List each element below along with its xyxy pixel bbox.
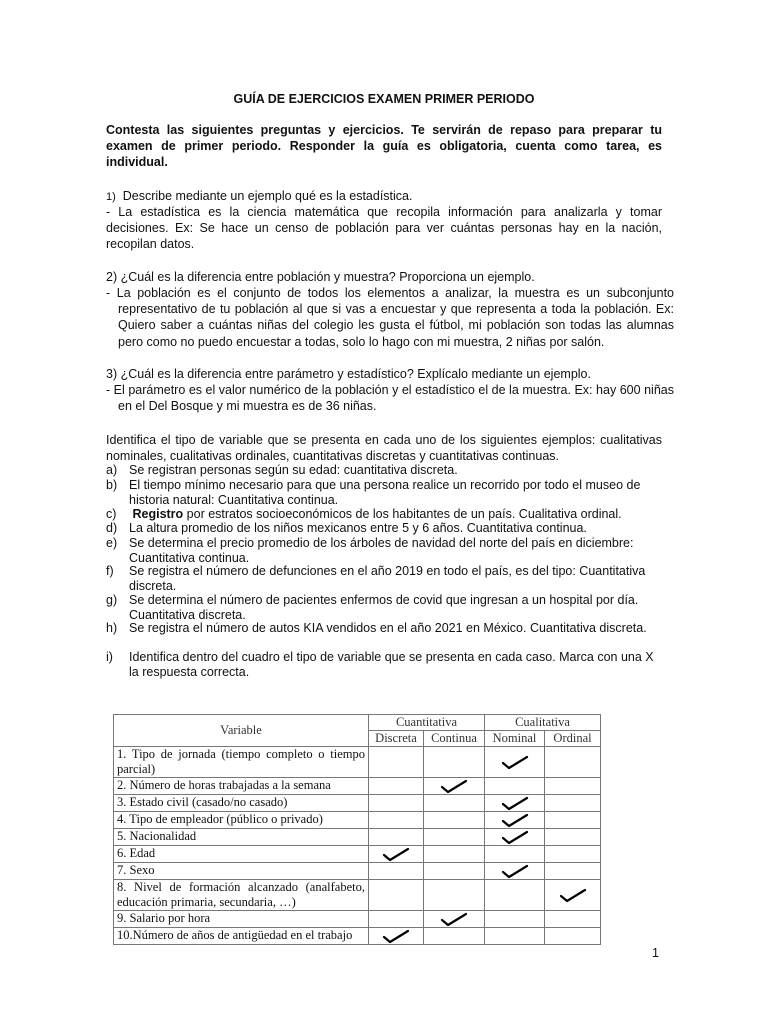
cell-nominal xyxy=(485,846,545,863)
header-variable: Variable xyxy=(114,715,369,747)
cell-nominal xyxy=(485,812,545,829)
row-label: 10.Número de años de antigüedad en el trabajo xyxy=(114,928,369,945)
cell-nominal xyxy=(485,928,545,945)
table-row xyxy=(114,846,601,863)
row-label: 3. Estado civil (casado/no casado) xyxy=(114,795,369,812)
header-cualitativa: Cualitativa xyxy=(485,715,601,731)
cell-nominal xyxy=(485,863,545,880)
checkmark-icon xyxy=(498,795,532,811)
table-row xyxy=(114,911,601,928)
header-cuantitativa: Cuantitativa xyxy=(369,715,485,731)
checkmark-icon xyxy=(498,754,532,770)
list-item-text: Se registra el número de defunciones en el año 2019 en todo el país, es del tipo: Cuantitativa discreta. xyxy=(129,564,646,593)
subheader-continua: Continua xyxy=(424,731,485,747)
list-item-label: c) xyxy=(106,507,117,521)
row-label: 5. Nacionalidad xyxy=(114,829,369,846)
question-1 xyxy=(106,188,662,205)
cell-nominal xyxy=(485,747,545,778)
cell-discreta xyxy=(369,846,424,863)
cell-discreta xyxy=(369,747,424,778)
checkmark-icon xyxy=(498,863,532,879)
intro-paragraph: Contesta las siguientes preguntas y ejercicios. Te servirán de repaso para preparar tu examen de primer periodo. Responder la guía es obligatoria, cuenta como tarea, es individual. xyxy=(106,123,662,170)
checkmark-icon xyxy=(498,812,532,828)
cell-ordinal xyxy=(545,795,601,812)
table-row xyxy=(114,778,601,795)
list-item-text: Se determina el número de pacientes enfermos de covid que ingresan a un hospital por día. Cuantitativa discreta. xyxy=(129,593,639,622)
cell-discreta xyxy=(369,928,424,945)
list-item-label: h) xyxy=(106,621,118,635)
row-label: 7. Sexo xyxy=(114,863,369,880)
list-item-label: a) xyxy=(106,463,118,477)
page-number: 1 xyxy=(652,946,659,960)
row-label: 1. Tipo de jornada (tiempo completo o tiempo parcial) xyxy=(114,747,369,778)
table-row xyxy=(114,928,601,945)
table-row xyxy=(114,747,601,778)
question-4-instructions: Identifica el tipo de variable que se presenta en cada uno de los siguientes ejemplos: cualitativas nominales, cualitativas ordinales, cuantitativas discretas y cuantitativas continuas. xyxy=(106,433,662,464)
checkmark-icon xyxy=(379,928,413,944)
list-item-label: b) xyxy=(106,478,118,492)
cell-nominal xyxy=(485,880,545,911)
cell-discreta xyxy=(369,863,424,880)
cell-ordinal xyxy=(545,846,601,863)
list-item-text-rest: por estratos socioeconómicos de los habitantes de un país. Cualitativa ordinal. xyxy=(183,507,622,521)
list-item-text: Se registra el número de autos KIA vendidos en el año 2021 en México. Cuantitativa discreta. xyxy=(129,621,647,635)
variable-table xyxy=(113,714,601,945)
row-label: 6. Edad xyxy=(114,846,369,863)
cell-continua xyxy=(424,747,485,778)
checkmark-icon xyxy=(437,911,471,927)
page-title: GUÍA DE EJERCICIOS EXAMEN PRIMER PERIODO xyxy=(233,92,535,106)
table-row xyxy=(114,829,601,846)
question-3: 3) ¿Cuál es la diferencia entre parámetro y estadístico? Explícalo mediante un ejemplo. xyxy=(106,367,591,381)
cell-discreta xyxy=(369,795,424,812)
cell-discreta xyxy=(369,778,424,795)
list-item-bold-word: Registro xyxy=(132,507,184,521)
table-row xyxy=(114,863,601,880)
list-item-label: g) xyxy=(106,593,118,607)
checkmark-icon xyxy=(556,887,590,903)
cell-continua xyxy=(424,778,485,795)
subheader-nominal: Nominal xyxy=(485,731,545,747)
cell-nominal xyxy=(485,795,545,812)
cell-ordinal xyxy=(545,829,601,846)
list-item-label: e) xyxy=(106,536,118,550)
question-2: 2) ¿Cuál es la diferencia entre población y muestra? Proporciona un ejemplo. xyxy=(106,270,535,284)
answer-1: - La estadística es la ciencia matemática que recopila información para analizarla y tomar decisiones. Ex: Se hace un censo de población para ver cuántas personas hay en la nación, recopilan datos. xyxy=(106,205,662,252)
answer-2: - La población es el conjunto de todos los elementos a analizar, la muestra es un subconjunto representativo de tu población al que si vas a encuestar y que representa a toda la población. Ex: Quiero saber a cuántas niñas del colegio les gusta el fútbol, mi población son todas las alumnas pero como no puedo encuestar a todas, solo lo hago con mi muestra, 2 niñas por salón. xyxy=(106,286,674,349)
question-1-text: Describe mediante un ejemplo qué es la estadística. xyxy=(122,189,413,203)
cell-nominal xyxy=(485,911,545,928)
cell-nominal xyxy=(485,829,545,846)
subheader-ordinal: Ordinal xyxy=(545,731,601,747)
answer-3: - El parámetro es el valor numérico de la población y el estadístico el de la muestra. Ex: hay 600 niñas en el Del Bosque y mi muestra es de 36 niñas. xyxy=(106,383,674,414)
list-item-label: i) xyxy=(106,650,113,664)
list-item-label: f) xyxy=(106,564,114,578)
cell-nominal xyxy=(485,778,545,795)
list-item-text: Identifica dentro del cuadro el tipo de variable que se presenta en cada caso. Marca con una X la respuesta correcta. xyxy=(129,650,654,679)
cell-continua xyxy=(424,863,485,880)
cell-ordinal xyxy=(545,863,601,880)
cell-ordinal xyxy=(545,812,601,829)
cell-ordinal xyxy=(545,880,601,911)
list-item-label: d) xyxy=(106,521,118,535)
list-item-text: Se determina el precio promedio de los árboles de navidad del norte del país en diciembre: Cuantitativa continua. xyxy=(129,536,634,565)
row-label: 2. Número de horas trabajadas a la semana xyxy=(114,778,369,795)
cell-ordinal xyxy=(545,928,601,945)
cell-continua xyxy=(424,846,485,863)
cell-continua xyxy=(424,829,485,846)
cell-continua xyxy=(424,880,485,911)
cell-discreta xyxy=(369,829,424,846)
list-item-text: La altura promedio de los niños mexicanos entre 5 y 6 años. Cuantitativa continua. xyxy=(129,521,587,535)
row-label: 9. Salario por hora xyxy=(114,911,369,928)
checkmark-icon xyxy=(437,778,471,794)
cell-ordinal xyxy=(545,911,601,928)
cell-ordinal xyxy=(545,778,601,795)
question-1-number: 1) xyxy=(106,191,116,203)
checkmark-icon xyxy=(379,846,413,862)
cell-continua xyxy=(424,795,485,812)
table-row xyxy=(114,812,601,829)
cell-continua xyxy=(424,911,485,928)
variable-table-body xyxy=(114,747,601,945)
cell-continua xyxy=(424,812,485,829)
list-item-text: Se registran personas según su edad: cuantitativa discreta. xyxy=(129,463,458,477)
row-label: 4. Tipo de empleador (público o privado) xyxy=(114,812,369,829)
list-item-text xyxy=(129,507,664,522)
row-label: 8. Nivel de formación alcanzado (analfabeto, educación primaria, secundaria, …) xyxy=(114,880,369,911)
subheader-discreta: Discreta xyxy=(369,731,424,747)
cell-continua xyxy=(424,928,485,945)
cell-discreta xyxy=(369,880,424,911)
table-row xyxy=(114,795,601,812)
cell-discreta xyxy=(369,812,424,829)
list-item-text: El tiempo mínimo necesario para que una persona realice un recorrido por todo el museo de historia natural: Cuantitativa continua. xyxy=(129,478,641,507)
checkmark-icon xyxy=(498,829,532,845)
table-row xyxy=(114,880,601,911)
cell-ordinal xyxy=(545,747,601,778)
cell-discreta xyxy=(369,911,424,928)
